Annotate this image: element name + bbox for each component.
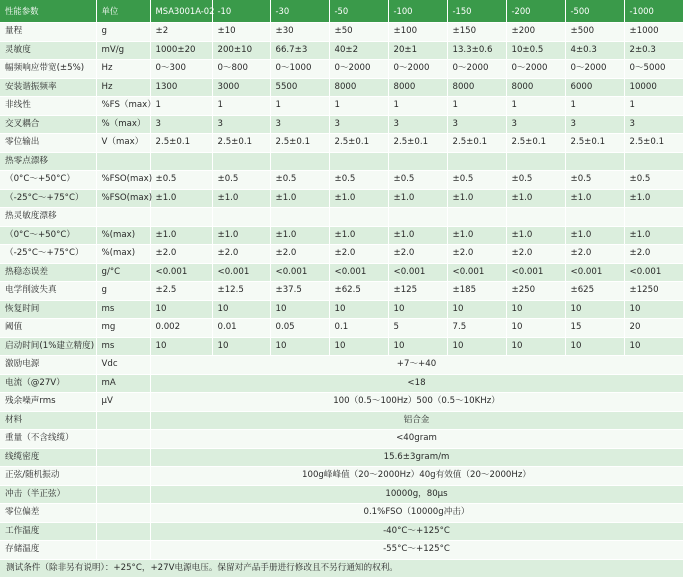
- value-cell: 1: [447, 97, 506, 116]
- param-label: （0°C～+50°C）: [0, 171, 96, 190]
- value-cell: ±1.0: [506, 189, 565, 208]
- value-cell: 2.5±0.1: [212, 134, 270, 153]
- value-cell: ±2.0: [329, 245, 388, 264]
- value-cell: ±2.0: [150, 245, 212, 264]
- value-cell: 0.1: [329, 319, 388, 338]
- value-cell: ±2.0: [388, 245, 447, 264]
- table-row: [0, 522, 683, 541]
- value-cell: [212, 152, 270, 171]
- table-row: [0, 226, 683, 245]
- value-cell: ±2.0: [447, 245, 506, 264]
- unit-cell: g/°C: [96, 263, 150, 282]
- value-cell: ±0.5: [388, 171, 447, 190]
- table-row: [0, 208, 683, 227]
- header-cell: -30: [270, 0, 329, 23]
- table-row: [0, 485, 683, 504]
- value-cell: 10: [506, 300, 565, 319]
- value-cell: 1: [270, 97, 329, 116]
- value-cell: 1000±20: [150, 41, 212, 60]
- value-cell: 2±0.3: [624, 41, 683, 60]
- value-cell: <0.001: [624, 263, 683, 282]
- value-cell: ±1.0: [150, 226, 212, 245]
- value-cell: ±1250: [624, 282, 683, 301]
- unit-cell: g: [96, 23, 150, 42]
- value-cell: ±1.0: [270, 226, 329, 245]
- header-cell: 性能参数: [0, 0, 96, 23]
- table-row: [0, 411, 683, 430]
- header-cell: -10: [212, 0, 270, 23]
- param-label: 线缆密度: [0, 448, 96, 467]
- value-cell: 5500: [270, 78, 329, 97]
- value-cell: 10: [565, 300, 624, 319]
- value-cell: 10: [624, 300, 683, 319]
- value-cell: 2.5±0.1: [624, 134, 683, 153]
- unit-cell: [96, 467, 150, 486]
- unit-cell: [96, 541, 150, 560]
- header-cell: 单位: [96, 0, 150, 23]
- value-cell: ±250: [506, 282, 565, 301]
- value-cell: ±0.5: [150, 171, 212, 190]
- value-cell: 3: [506, 115, 565, 134]
- value-cell: 3: [212, 115, 270, 134]
- param-label: 热稳态误差: [0, 263, 96, 282]
- value-cell: ±125: [388, 282, 447, 301]
- test-conditions-note: 测试条件（除非另有说明）：+25°C，+27V电源电压。保留对产品手册进行修改且不另行通知的权利。: [0, 559, 683, 578]
- common-value-cell: 铝合金: [150, 411, 683, 430]
- value-cell: ±100: [388, 23, 447, 42]
- value-cell: 0～300: [150, 60, 212, 79]
- value-cell: 1: [624, 97, 683, 116]
- value-cell: 0.05: [270, 319, 329, 338]
- value-cell: 10: [150, 300, 212, 319]
- value-cell: 0～2000: [447, 60, 506, 79]
- param-label: 零位偏差: [0, 504, 96, 523]
- value-cell: 3: [150, 115, 212, 134]
- value-cell: ±1.0: [565, 189, 624, 208]
- value-cell: <0.001: [447, 263, 506, 282]
- param-label: 存储温度: [0, 541, 96, 560]
- common-value-cell: 10000g，80μs: [150, 485, 683, 504]
- value-cell: ±1000: [624, 23, 683, 42]
- param-label: 热灵敏度漂移: [0, 208, 96, 227]
- param-label: 交叉耦合: [0, 115, 96, 134]
- value-cell: ±2.5: [150, 282, 212, 301]
- value-cell: 3: [388, 115, 447, 134]
- value-cell: 3: [565, 115, 624, 134]
- param-label: 热零点漂移: [0, 152, 96, 171]
- unit-cell: g: [96, 282, 150, 301]
- param-label: 残余噪声rms: [0, 393, 96, 412]
- value-cell: 0～2000: [329, 60, 388, 79]
- value-cell: ±2.0: [624, 245, 683, 264]
- value-cell: ±150: [447, 23, 506, 42]
- value-cell: 3: [329, 115, 388, 134]
- unit-cell: [96, 485, 150, 504]
- table-row: [0, 23, 683, 42]
- value-cell: 8000: [447, 78, 506, 97]
- unit-cell: %FSO(max): [96, 171, 150, 190]
- value-cell: [624, 208, 683, 227]
- value-cell: 200±10: [212, 41, 270, 60]
- unit-cell: ms: [96, 337, 150, 356]
- param-label: 工作温度: [0, 522, 96, 541]
- table-row: [0, 282, 683, 301]
- value-cell: 10: [150, 337, 212, 356]
- value-cell: ±62.5: [329, 282, 388, 301]
- unit-cell: %FS（max）: [96, 97, 150, 116]
- value-cell: 3: [624, 115, 683, 134]
- table-row: [0, 60, 683, 79]
- param-label: 重量（不含线缆）: [0, 430, 96, 449]
- value-cell: <0.001: [329, 263, 388, 282]
- value-cell: <0.001: [388, 263, 447, 282]
- param-label: 正弦/随机振动: [0, 467, 96, 486]
- value-cell: 66.7±3: [270, 41, 329, 60]
- value-cell: [447, 208, 506, 227]
- value-cell: 1300: [150, 78, 212, 97]
- table-row: [0, 115, 683, 134]
- value-cell: ±2.0: [506, 245, 565, 264]
- value-cell: [565, 208, 624, 227]
- value-cell: 10: [270, 337, 329, 356]
- value-cell: 0～2000: [565, 60, 624, 79]
- value-cell: ±0.5: [565, 171, 624, 190]
- value-cell: ±50: [329, 23, 388, 42]
- param-label: 恢复时间: [0, 300, 96, 319]
- value-cell: 3000: [212, 78, 270, 97]
- value-cell: 2.5±0.1: [447, 134, 506, 153]
- common-value-cell: 0.1%FSO（10000g冲击）: [150, 504, 683, 523]
- value-cell: ±1.0: [447, 189, 506, 208]
- value-cell: 10: [506, 319, 565, 338]
- value-cell: ±1.0: [388, 189, 447, 208]
- table-row: [0, 300, 683, 319]
- value-cell: 2.5±0.1: [270, 134, 329, 153]
- value-cell: [388, 152, 447, 171]
- value-cell: <0.001: [212, 263, 270, 282]
- value-cell: 2.5±0.1: [329, 134, 388, 153]
- param-label: 量程: [0, 23, 96, 42]
- table-row: [0, 337, 683, 356]
- value-cell: 2.5±0.1: [150, 134, 212, 153]
- common-value-cell: 100g峰峰值（20～2000Hz）40g有效值（20～2000Hz）: [150, 467, 683, 486]
- value-cell: 6000: [565, 78, 624, 97]
- value-cell: ±37.5: [270, 282, 329, 301]
- value-cell: 0.002: [150, 319, 212, 338]
- unit-cell: μV: [96, 393, 150, 412]
- table-row: [0, 41, 683, 60]
- unit-cell: mA: [96, 374, 150, 393]
- table-row: [0, 263, 683, 282]
- table-row: [0, 374, 683, 393]
- value-cell: <0.001: [565, 263, 624, 282]
- header-row: [0, 0, 683, 23]
- param-label: 启动时间(1%建立精度): [0, 337, 96, 356]
- value-cell: 0～2000: [506, 60, 565, 79]
- value-cell: ±185: [447, 282, 506, 301]
- value-cell: 20: [624, 319, 683, 338]
- value-cell: ±0.5: [447, 171, 506, 190]
- value-cell: ±0.5: [329, 171, 388, 190]
- unit-cell: [96, 448, 150, 467]
- table-row: [0, 134, 683, 153]
- table-row: [0, 189, 683, 208]
- value-cell: ±30: [270, 23, 329, 42]
- unit-cell: [96, 152, 150, 171]
- value-cell: 10: [624, 337, 683, 356]
- value-cell: [150, 152, 212, 171]
- param-label: 阈值: [0, 319, 96, 338]
- value-cell: ±1.0: [506, 226, 565, 245]
- table-row: [0, 245, 683, 264]
- table-row: [0, 97, 683, 116]
- value-cell: [329, 152, 388, 171]
- table-row: [0, 430, 683, 449]
- value-cell: 0.01: [212, 319, 270, 338]
- table-row: [0, 171, 683, 190]
- value-cell: 3: [447, 115, 506, 134]
- value-cell: ±1.0: [270, 189, 329, 208]
- value-cell: ±0.5: [624, 171, 683, 190]
- unit-cell: [96, 504, 150, 523]
- value-cell: 8000: [388, 78, 447, 97]
- common-value-cell: -55°C～+125°C: [150, 541, 683, 560]
- unit-cell: %FSO(max): [96, 189, 150, 208]
- value-cell: ±2.0: [212, 245, 270, 264]
- value-cell: <0.001: [506, 263, 565, 282]
- unit-cell: [96, 430, 150, 449]
- value-cell: [506, 152, 565, 171]
- header-cell: -200: [506, 0, 565, 23]
- value-cell: [150, 208, 212, 227]
- value-cell: 10: [212, 300, 270, 319]
- value-cell: [270, 208, 329, 227]
- value-cell: 20±1: [388, 41, 447, 60]
- param-label: 幅频响应带宽(±5%): [0, 60, 96, 79]
- table-row: [0, 504, 683, 523]
- unit-cell: mV/g: [96, 41, 150, 60]
- value-cell: 1: [388, 97, 447, 116]
- value-cell: 4±0.3: [565, 41, 624, 60]
- value-cell: 10±0.5: [506, 41, 565, 60]
- value-cell: ±1.0: [329, 226, 388, 245]
- value-cell: 1: [506, 97, 565, 116]
- value-cell: 1: [565, 97, 624, 116]
- value-cell: ±2.0: [270, 245, 329, 264]
- value-cell: 0～800: [212, 60, 270, 79]
- param-label: 冲击（半正弦）: [0, 485, 96, 504]
- value-cell: [329, 208, 388, 227]
- value-cell: ±1.0: [212, 189, 270, 208]
- unit-cell: %（max）: [96, 115, 150, 134]
- value-cell: 40±2: [329, 41, 388, 60]
- unit-cell: mg: [96, 319, 150, 338]
- value-cell: ±0.5: [270, 171, 329, 190]
- value-cell: ±1.0: [624, 226, 683, 245]
- value-cell: 10: [506, 337, 565, 356]
- param-label: （-25°C～+75°C）: [0, 189, 96, 208]
- common-value-cell: <40gram: [150, 430, 683, 449]
- value-cell: [212, 208, 270, 227]
- value-cell: 8000: [329, 78, 388, 97]
- table-row: [0, 467, 683, 486]
- param-label: （-25°C～+75°C）: [0, 245, 96, 264]
- value-cell: 2.5±0.1: [506, 134, 565, 153]
- value-cell: 10: [329, 300, 388, 319]
- value-cell: [447, 152, 506, 171]
- table-row: [0, 541, 683, 560]
- value-cell: [624, 152, 683, 171]
- value-cell: 13.3±0.6: [447, 41, 506, 60]
- value-cell: 10: [212, 337, 270, 356]
- footer-row: [0, 559, 683, 578]
- unit-cell: Vdc: [96, 356, 150, 375]
- unit-cell: %(max): [96, 226, 150, 245]
- param-label: 电流（@27V）: [0, 374, 96, 393]
- value-cell: ±1.0: [150, 189, 212, 208]
- unit-cell: [96, 411, 150, 430]
- value-cell: 10: [388, 337, 447, 356]
- value-cell: ±1.0: [329, 189, 388, 208]
- value-cell: 10: [447, 300, 506, 319]
- value-cell: [270, 152, 329, 171]
- table-row: [0, 319, 683, 338]
- param-label: 安装谐振频率: [0, 78, 96, 97]
- value-cell: ±1.0: [447, 226, 506, 245]
- unit-cell: %(max): [96, 245, 150, 264]
- common-value-cell: 15.6±3gram/m: [150, 448, 683, 467]
- header-cell: -150: [447, 0, 506, 23]
- table-row: [0, 152, 683, 171]
- value-cell: [388, 208, 447, 227]
- value-cell: <0.001: [150, 263, 212, 282]
- param-label: 材料: [0, 411, 96, 430]
- unit-cell: V（max）: [96, 134, 150, 153]
- param-label: 激励电源: [0, 356, 96, 375]
- value-cell: 1: [329, 97, 388, 116]
- table-row: [0, 393, 683, 412]
- table-row: [0, 78, 683, 97]
- value-cell: 1: [212, 97, 270, 116]
- header-cell: -1000: [624, 0, 683, 23]
- value-cell: 0～2000: [388, 60, 447, 79]
- unit-cell: ms: [96, 300, 150, 319]
- value-cell: 10: [329, 337, 388, 356]
- value-cell: ±1.0: [212, 226, 270, 245]
- param-label: 电学削波失真: [0, 282, 96, 301]
- value-cell: ±0.5: [212, 171, 270, 190]
- value-cell: ±200: [506, 23, 565, 42]
- value-cell: 5: [388, 319, 447, 338]
- param-label: 灵敏度: [0, 41, 96, 60]
- value-cell: 0～5000: [624, 60, 683, 79]
- value-cell: 7.5: [447, 319, 506, 338]
- common-value-cell: -40°C～+125°C: [150, 522, 683, 541]
- value-cell: ±10: [212, 23, 270, 42]
- value-cell: 10: [565, 337, 624, 356]
- value-cell: 10: [447, 337, 506, 356]
- header-cell: -500: [565, 0, 624, 23]
- param-label: （0°C～+50°C）: [0, 226, 96, 245]
- value-cell: ±1.0: [565, 226, 624, 245]
- value-cell: 1: [150, 97, 212, 116]
- value-cell: ±12.5: [212, 282, 270, 301]
- value-cell: ±1.0: [624, 189, 683, 208]
- value-cell: 8000: [506, 78, 565, 97]
- common-value-cell: +7～+40: [150, 356, 683, 375]
- param-label: 零位输出: [0, 134, 96, 153]
- common-value-cell: <18: [150, 374, 683, 393]
- value-cell: 10000: [624, 78, 683, 97]
- header-cell: -100: [388, 0, 447, 23]
- value-cell: 2.5±0.1: [565, 134, 624, 153]
- table-row: [0, 356, 683, 375]
- value-cell: ±0.5: [506, 171, 565, 190]
- param-label: 非线性: [0, 97, 96, 116]
- value-cell: 2.5±0.1: [388, 134, 447, 153]
- value-cell: [565, 152, 624, 171]
- value-cell: ±1.0: [388, 226, 447, 245]
- table-row: [0, 448, 683, 467]
- value-cell: 3: [270, 115, 329, 134]
- value-cell: ±500: [565, 23, 624, 42]
- value-cell: 0～1000: [270, 60, 329, 79]
- value-cell: 15: [565, 319, 624, 338]
- value-cell: ±2.0: [565, 245, 624, 264]
- value-cell: 10: [388, 300, 447, 319]
- value-cell: ±2: [150, 23, 212, 42]
- common-value-cell: 100（0.5～100Hz）500（0.5～10KHz）: [150, 393, 683, 412]
- value-cell: <0.001: [270, 263, 329, 282]
- value-cell: 10: [270, 300, 329, 319]
- unit-cell: Hz: [96, 78, 150, 97]
- value-cell: ±625: [565, 282, 624, 301]
- value-cell: [506, 208, 565, 227]
- header-cell: MSA3001A-02: [150, 0, 212, 23]
- header-cell: -50: [329, 0, 388, 23]
- unit-cell: [96, 522, 150, 541]
- unit-cell: [96, 208, 150, 227]
- unit-cell: Hz: [96, 60, 150, 79]
